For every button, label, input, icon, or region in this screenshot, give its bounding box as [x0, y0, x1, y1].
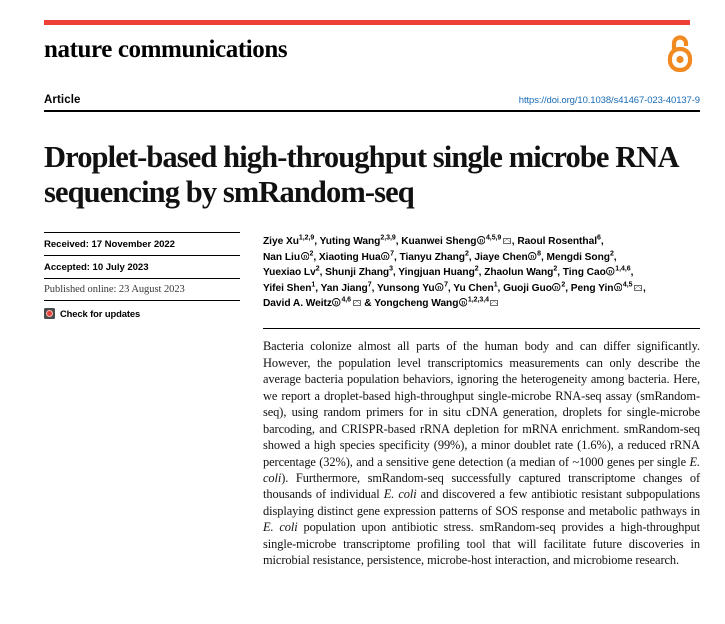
envelope-icon[interactable]: [490, 300, 498, 306]
orcid-icon[interactable]: [332, 297, 341, 306]
orcid-icon[interactable]: [614, 281, 623, 290]
author-line: Yuexiao Lv$^2$, Shunji Zhang$^3$, Yingjuan Huang$^2$, Zhaolun Wang$^2$, Ting Cao D $^{1,4,6}$,: [263, 265, 634, 279]
svg-text:D: D: [530, 253, 535, 260]
article-type-label: Article: [44, 94, 81, 106]
svg-text:D: D: [479, 238, 484, 245]
accepted-date: Accepted: 10 July 2023: [44, 261, 149, 273]
crossmark-icon: [44, 308, 55, 319]
journal-masthead: [44, 20, 690, 64]
published-date: Published online: 23 August 2023: [44, 283, 185, 295]
orcid-icon[interactable]: [552, 281, 561, 290]
author-line: David A. Weitz D $^{4,6}$ & Yongcheng Wang D $^{1,2,3,4}$: [263, 298, 499, 309]
orcid-icon[interactable]: [459, 297, 468, 306]
svg-text:D: D: [437, 285, 442, 292]
envelope-icon[interactable]: [503, 238, 511, 244]
journal-name: nature communications: [44, 36, 288, 63]
svg-text:D: D: [302, 253, 307, 260]
orcid-icon[interactable]: [606, 266, 615, 275]
svg-text:D: D: [334, 300, 339, 307]
publication-history-sidebar: [44, 232, 240, 319]
article-header-row: [44, 94, 700, 106]
open-access-lock-icon: [665, 33, 695, 73]
svg-text:D: D: [608, 269, 613, 276]
received-date: Received: 17 November 2022: [44, 238, 175, 250]
abstract-divider: [263, 328, 700, 329]
envelope-icon[interactable]: [353, 300, 361, 306]
author-line: Ziye Xu$^{1,2,9}$, Yuting Wang$^{2,3,9}$, Kuanwei Sheng D $^{4,5,9}$ , Raoul Rosenthal$^6$,: [263, 234, 604, 247]
svg-text:D: D: [616, 285, 621, 292]
svg-text:D: D: [554, 285, 559, 292]
article-main-column: [263, 234, 700, 569]
orcid-icon[interactable]: [528, 250, 537, 259]
orcid-icon[interactable]: [435, 281, 444, 290]
page-title: Droplet-based high-throughput single microbe RNA sequencing by smRandom-seq: [44, 140, 677, 210]
check-for-updates-button[interactable]: [44, 301, 240, 319]
orcid-icon[interactable]: [477, 235, 486, 244]
orcid-icon[interactable]: [301, 250, 310, 259]
brand-rule: [44, 20, 690, 25]
envelope-icon[interactable]: [634, 285, 642, 291]
author-line: Yifei Shen$^1$, Yan Jiang$^7$, Yunsong Yu D $^7$, Yu Chen$^1$, Guoji Guo D $^2$, Peng Yin D $^{4,5}$ ,: [263, 281, 646, 294]
orcid-icon[interactable]: [381, 250, 390, 259]
svg-text:D: D: [383, 253, 388, 260]
header-divider: [44, 110, 700, 112]
doi-link[interactable]: https://doi.org/10.1038/s41467-023-40137-9: [518, 95, 700, 106]
check-for-updates-label: Check for updates: [60, 308, 141, 320]
author-line: Nan Liu D $^2$, Xiaoting Hua D $^7$, Tianyu Zhang$^2$, Jiaye Chen D $^8$, Mengdi Song$^2$,: [263, 250, 617, 263]
author-list: [263, 234, 700, 312]
svg-text:D: D: [461, 300, 466, 307]
abstract-text: Bacteria colonize almost all parts of the human body and can differ significantly. However, the population level transcriptomics measurements can only describe the average bacteria population behaviors, ignoring the heterogeneity among bacteria. Here, we report a droplet-based high-throughput single-microbe RNA-seq assay (smRandom-seq), using random primers for in situ cDNA generation, droplets for single-microbe barcoding, and CRISPR-based rRNA depletion for mRNA enrichment. smRandom-seq showed a high species specificity (99%), a minor doublet rate (1.6%), a reduced rRNA percentage (32%), and a sensitive gene detection (a median of ~1000 genes per single E. coli). Furthermore, smRandom-seq successfully captured transcriptome changes of thousands of individual E. coli and discovered a few antibiotic resistant subpopulations displaying distinct gene expression patterns of SOS response and metabolic pathways in E. coli population upon antibiotic stress. smRandom-seq provides a high-throughput single-microbe transcriptome profiling tool that will facilitate future discoveries in microbial resistance, persistence, microbe-host interaction, and microbiome research.: [263, 339, 700, 568]
